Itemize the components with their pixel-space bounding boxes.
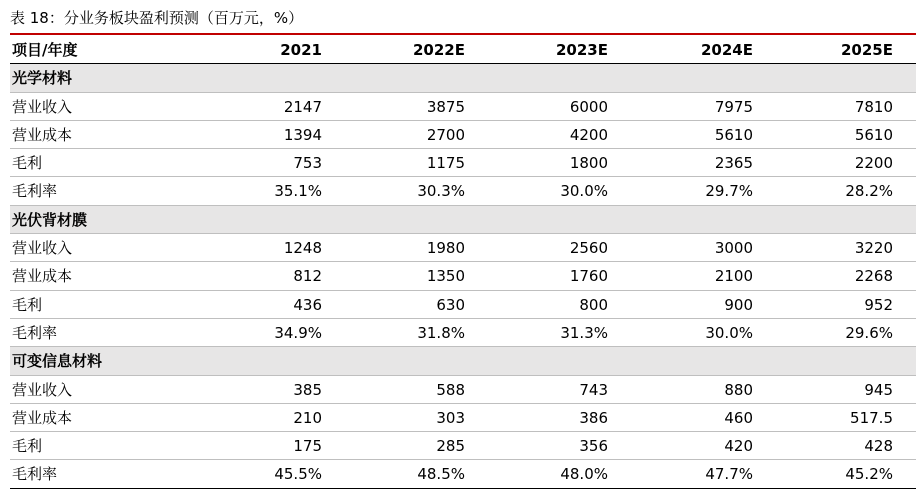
row-value: 34.9% [274,323,322,342]
row-value: 517.5 [850,408,893,427]
header-year: 2025E [841,41,893,59]
row-value: 420 [724,437,753,456]
row-value: 900 [724,295,753,314]
row-value: 1980 [426,239,465,258]
row-value: 48.5% [417,465,465,484]
row-value: 3220 [854,239,893,258]
row-value: 1248 [283,239,322,258]
row-value: 460 [724,408,753,427]
row-value: 285 [436,437,465,456]
header-label: 项目/年度 [12,41,78,59]
row-value: 1394 [283,125,322,144]
row-value: 800 [579,295,608,314]
row-label: 营业成本 [12,408,73,427]
row-value: 29.6% [845,323,893,342]
table-row [10,432,916,460]
row-value: 356 [579,437,608,456]
row-value: 175 [293,437,322,456]
row-value: 2700 [426,125,465,144]
table-row [10,121,916,149]
section-row [10,64,916,92]
row-value: 2560 [569,239,608,258]
row-value: 1800 [569,154,608,173]
row-value: 45.5% [274,465,322,484]
row-value: 5610 [854,125,893,144]
header-year: 2023E [556,41,608,59]
table-row [10,460,916,488]
row-value: 588 [436,380,465,399]
row-value: 1350 [426,267,465,286]
table-row [10,177,916,205]
row-value: 45.2% [845,465,893,484]
row-value: 385 [293,380,322,399]
row-label: 毛利 [12,154,43,173]
row-value: 753 [293,154,322,173]
header-year: 2022E [413,41,465,59]
row-value: 2200 [854,154,893,173]
row-value: 28.2% [845,182,893,201]
row-value: 31.3% [560,323,608,342]
table-row [10,291,916,319]
row-label: 营业收入 [12,380,73,399]
row-value: 29.7% [705,182,753,201]
row-value: 2268 [854,267,893,286]
row-label: 营业收入 [12,239,73,258]
header-year: 2021 [280,41,322,59]
row-value: 30.0% [705,323,753,342]
table-row [10,93,916,121]
row-value: 2100 [714,267,753,286]
top-rule [10,33,916,35]
row-label: 营业收入 [12,97,73,116]
row-value: 4200 [569,125,608,144]
row-value: 48.0% [560,465,608,484]
section-title: 光伏背材膜 [12,210,88,229]
table-row [10,404,916,432]
table-caption: 表 18：分业务板块盈利预测（百万元，%） [10,9,304,27]
row-value: 436 [293,295,322,314]
row-value: 1760 [569,267,608,286]
table-row [10,319,916,347]
row-value: 30.0% [560,182,608,201]
row-value: 30.3% [417,182,465,201]
table-header-row [10,36,916,64]
row-label: 毛利率 [12,323,58,342]
section-title: 光学材料 [12,69,73,88]
row-value: 7975 [714,97,753,116]
row-value: 630 [436,295,465,314]
table-row [10,262,916,290]
section-title: 可变信息材料 [12,352,103,371]
row-label: 毛利 [12,295,43,314]
row-label: 营业成本 [12,267,73,286]
row-value: 880 [724,380,753,399]
row-value: 3875 [426,97,465,116]
row-value: 945 [864,380,893,399]
row-label: 毛利 [12,437,43,456]
row-value: 7810 [854,97,893,116]
row-value: 2365 [714,154,753,173]
table-row [10,234,916,262]
row-value: 303 [436,408,465,427]
row-value: 428 [864,437,893,456]
row-value: 812 [293,267,322,286]
section-row [10,206,916,234]
row-value: 47.7% [705,465,753,484]
row-value: 743 [579,380,608,399]
row-value: 5610 [714,125,753,144]
row-label: 毛利率 [12,182,58,201]
row-value: 3000 [714,239,753,258]
row-label: 营业成本 [12,125,73,144]
row-value: 6000 [569,97,608,116]
row-value: 1175 [426,154,465,173]
header-year: 2024E [701,41,753,59]
forecast-table [10,36,916,489]
row-value: 386 [579,408,608,427]
row-value: 2147 [283,97,322,116]
table-row [10,376,916,404]
row-value: 35.1% [274,182,322,201]
row-value: 210 [293,408,322,427]
row-value: 952 [864,295,893,314]
row-label: 毛利率 [12,465,58,484]
section-row [10,347,916,375]
table-row [10,149,916,177]
row-value: 31.8% [417,323,465,342]
